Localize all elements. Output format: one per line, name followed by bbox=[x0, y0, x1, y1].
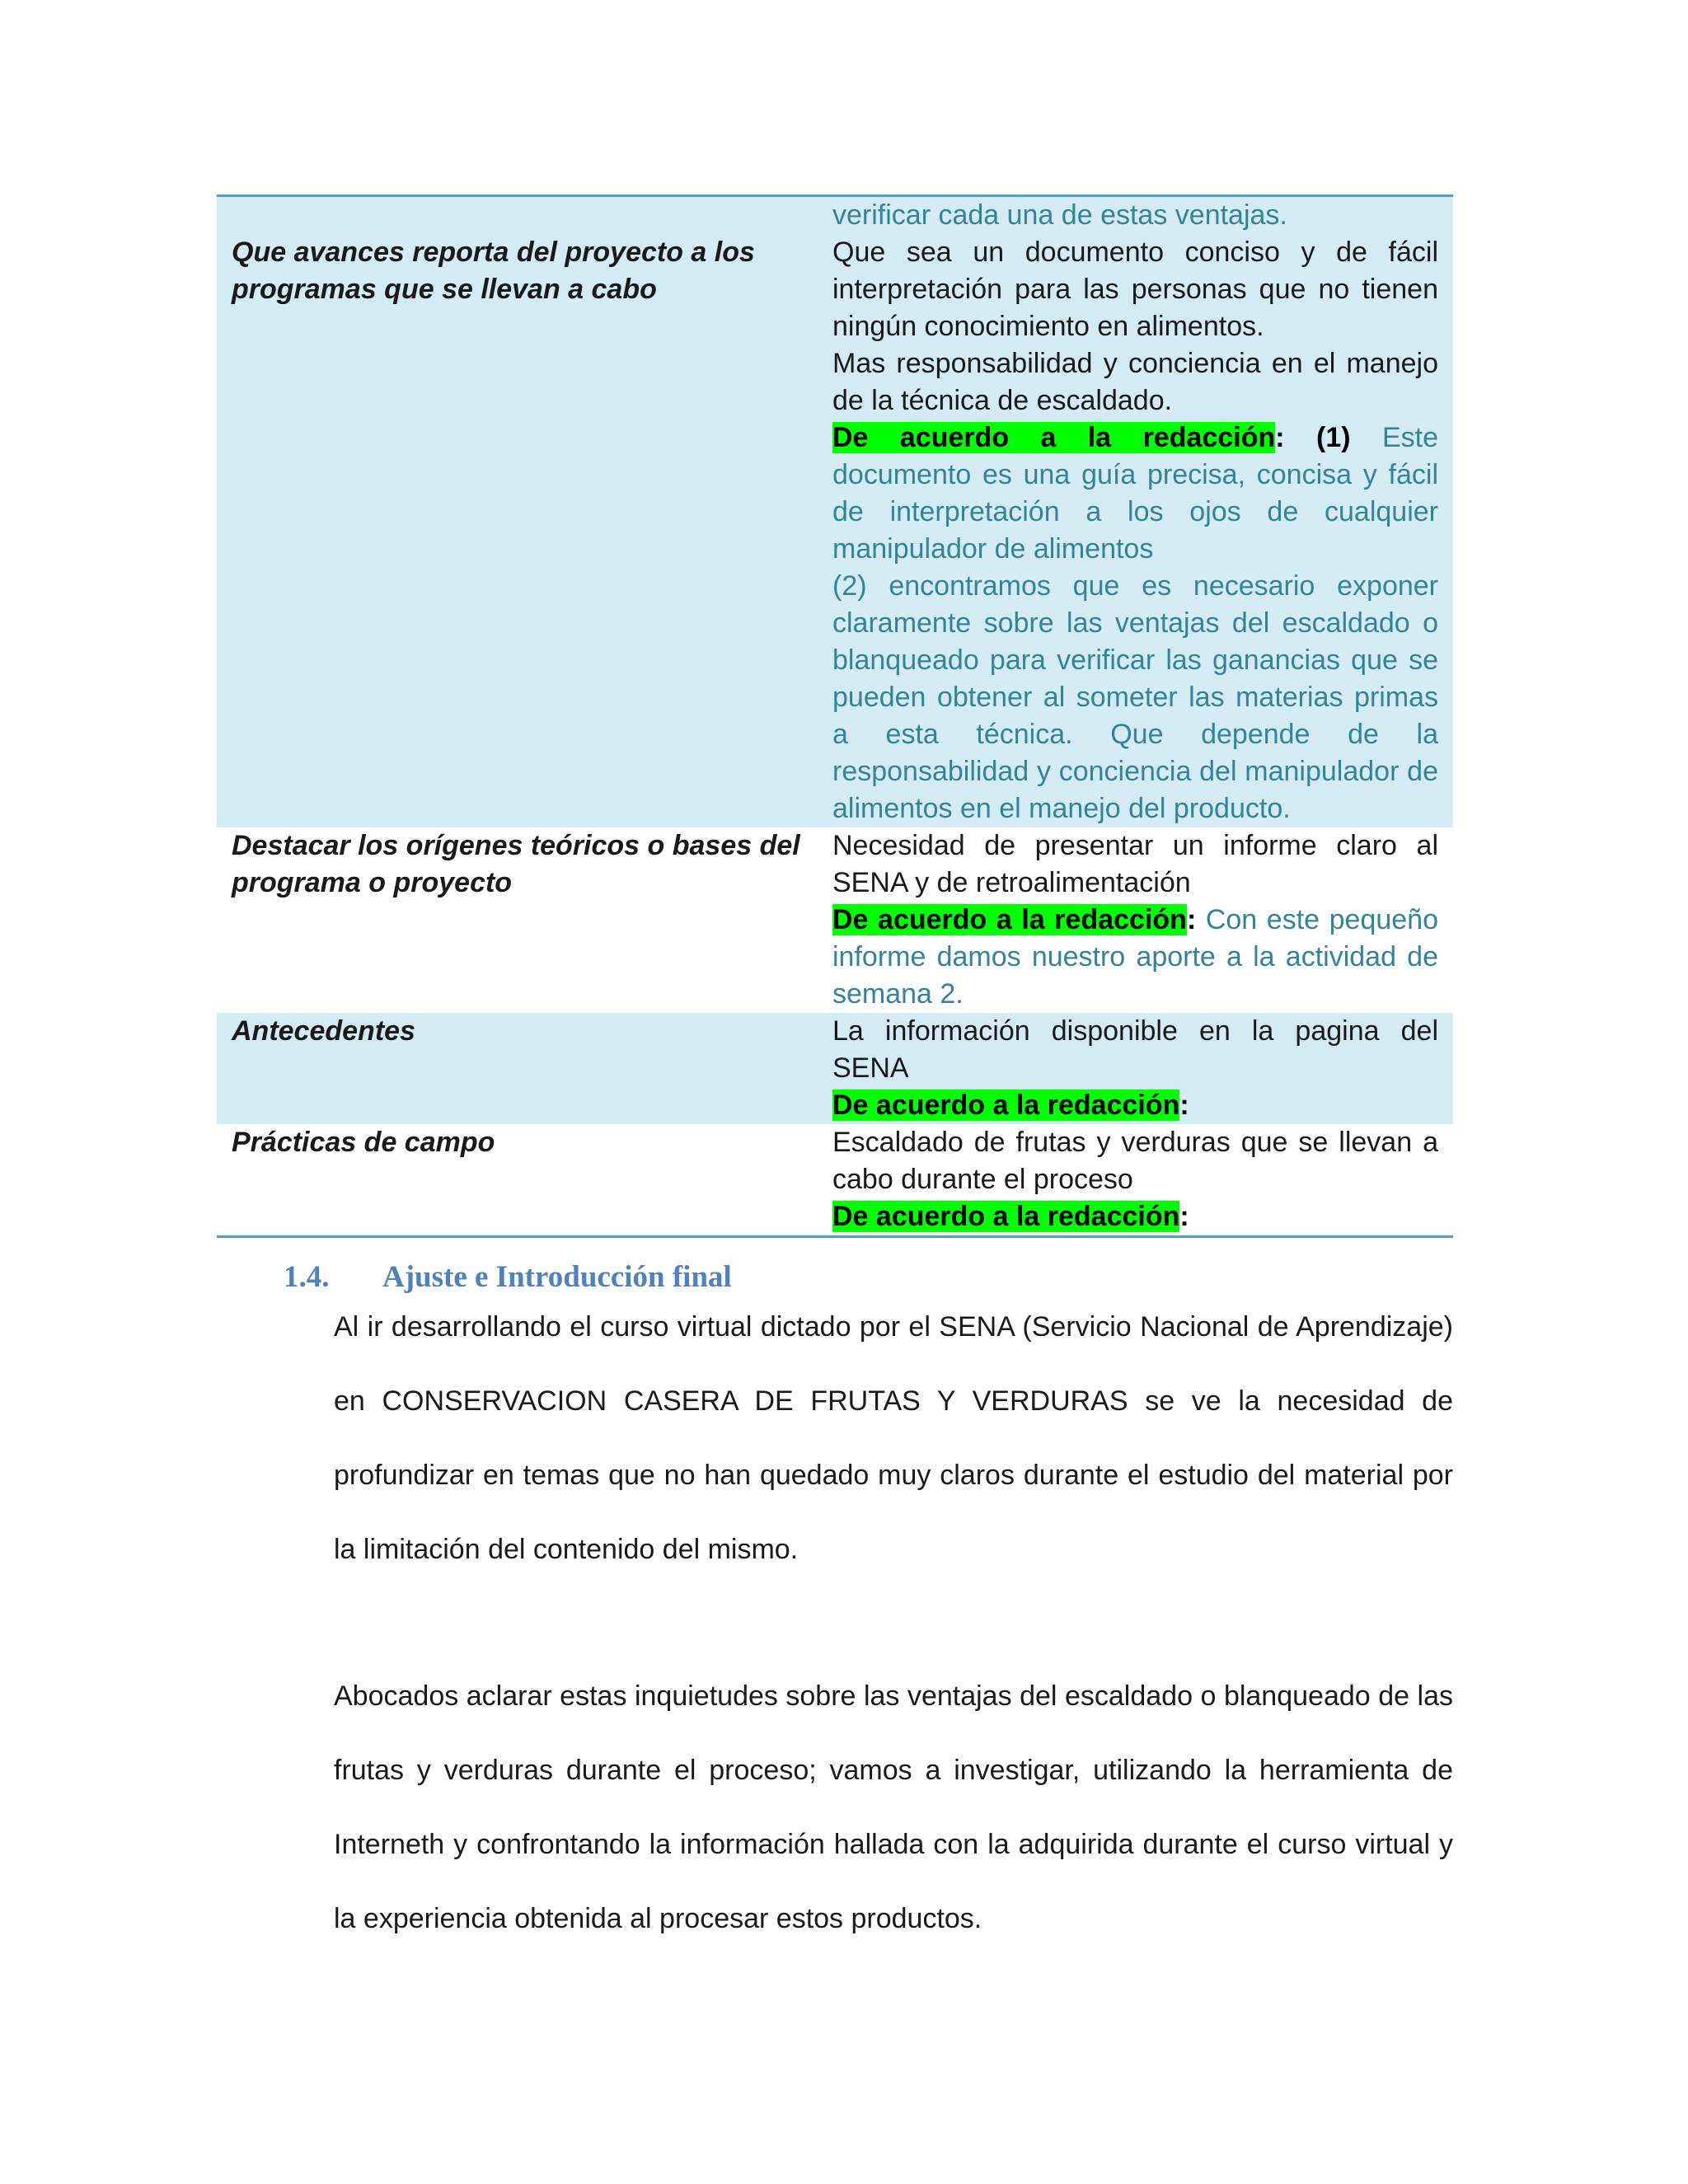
highlight-label: De acuerdo a la redacción bbox=[832, 422, 1276, 453]
review-note bbox=[832, 419, 1438, 568]
requirements-table bbox=[217, 194, 1453, 1238]
highlight-colon: : bbox=[1179, 1090, 1189, 1121]
review-text: Con este pequeño informe damos nuestro aporte a la actividad de semana 2. bbox=[832, 904, 1439, 1010]
row-content bbox=[832, 1013, 1453, 1124]
row-content bbox=[832, 234, 1453, 827]
content-text: Que sea un documento conciso y de fácil interpretación para las personas que no tienen ningún conocimiento en alimentos. bbox=[832, 237, 1438, 342]
row-label: Antecedentes bbox=[232, 1015, 415, 1047]
review-note bbox=[832, 1087, 1438, 1124]
review-note bbox=[832, 1198, 1438, 1235]
table-row bbox=[217, 234, 1453, 827]
row-content bbox=[832, 827, 1453, 1013]
content-text: Escaldado de frutas y verduras que se llevan a cabo durante el proceso bbox=[832, 1127, 1438, 1195]
highlight-colon: : bbox=[1186, 904, 1197, 935]
highlight-label: De acuerdo a la redacción bbox=[832, 1201, 1180, 1232]
row-label: Que avances reporta del proyecto a los programas que se llevan a cabo bbox=[232, 237, 755, 305]
table-row bbox=[217, 1124, 1453, 1235]
highlight-colon: : bbox=[1275, 422, 1285, 453]
review-text: Este documento es una guía precisa, concisa y fácil de interpretación a los ojos de cualquier manipulador de alimentos bbox=[832, 422, 1439, 565]
table-row bbox=[217, 197, 1453, 234]
highlight-colon: : bbox=[1179, 1201, 1189, 1232]
review-text: (2) encontramos que es necesario exponer claramente sobre las ventajas del escaldado o blanqueado para verificar las ganancias que se pueden obtener al someter las materias primas a esta técnica. Que depende de la responsabilidad y conciencia del manipulador de alimentos en el manejo del producto. bbox=[832, 570, 1438, 824]
content-text: La información disponible en la pagina del SENA bbox=[832, 1015, 1438, 1084]
row-content bbox=[832, 197, 1453, 234]
body-paragraph: Abocados aclarar estas inquietudes sobre las ventajas del escaldado o blanqueado de las frutas y verduras durante el proceso; vamos a investigar, utilizando la herramienta de Interneth y confrontando la información hallada con la adquirida durante el curso virtual y la experiencia obtenida al procesar estos productos. bbox=[334, 1680, 1453, 1934]
table-row bbox=[217, 1013, 1453, 1124]
content-text: Mas responsabilidad y conciencia en el manejo de la técnica de escaldado. bbox=[832, 348, 1438, 416]
body-paragraph: Al ir desarrollando el curso virtual dictado por el SENA (Servicio Nacional de Aprendizaje) en CONSERVACION CASERA DE FRUTAS Y VERDURAS se ve la necesidad de profundizar en temas que no han quedado muy claros durante el estudio del material por la limitación del contenido del mismo. bbox=[334, 1311, 1453, 1565]
section-number: 1.4. bbox=[284, 1260, 330, 1294]
review-note bbox=[832, 902, 1438, 1013]
row-label bbox=[217, 197, 832, 234]
section-title: Ajuste e Introducción final bbox=[382, 1260, 732, 1294]
row-label: Destacar los orígenes teóricos o bases del programa o proyecto bbox=[232, 830, 800, 898]
item-number: (1) bbox=[1284, 422, 1351, 453]
highlight-label: De acuerdo a la redacción bbox=[832, 904, 1187, 935]
highlight-label: De acuerdo a la redacción bbox=[832, 1090, 1180, 1121]
row-content bbox=[832, 1124, 1453, 1235]
row-label: Prácticas de campo bbox=[232, 1127, 495, 1158]
continuation-text: verificar cada una de estas ventajas. bbox=[832, 199, 1287, 231]
content-text: Necesidad de presentar un informe claro al SENA y de retroalimentación bbox=[832, 830, 1438, 898]
table-row bbox=[217, 827, 1453, 1013]
